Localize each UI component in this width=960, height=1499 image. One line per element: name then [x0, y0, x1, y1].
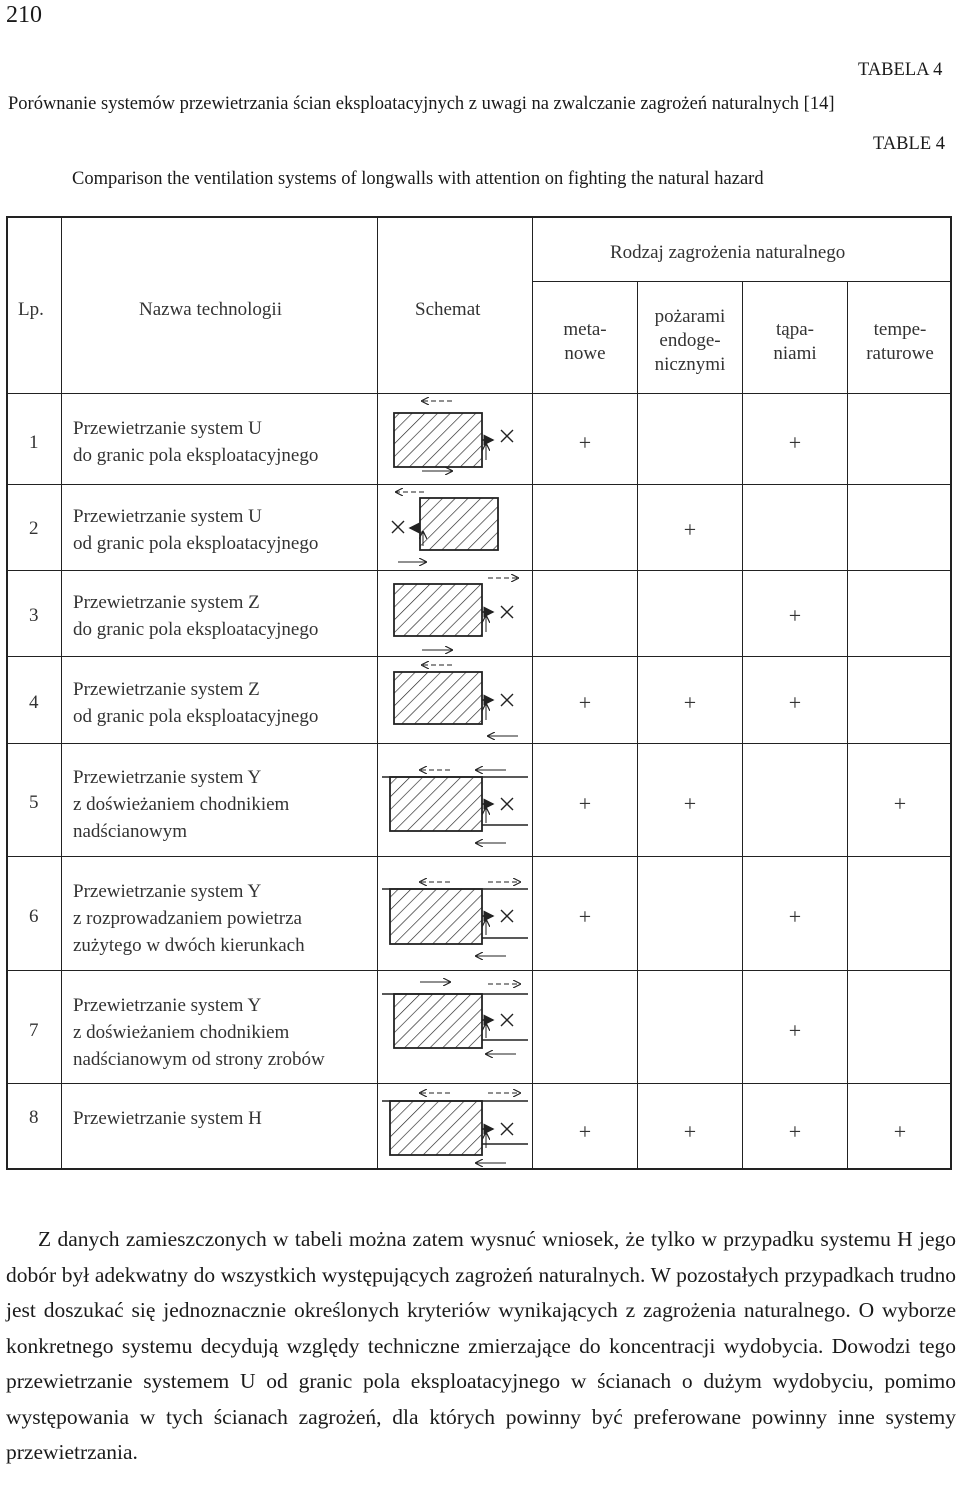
- hazard-mark: +: [788, 1018, 802, 1043]
- row-number: 6: [29, 906, 39, 927]
- hazard-mark: +: [578, 904, 592, 929]
- header-fires: pożarami endoge- nicznymi: [654, 306, 726, 375]
- body-paragraph: Z danych zamieszczonych w tabeli można zatem wysnuć wniosek, że tylko w przypadku systemu H jego dobór był adekwatny do wszystkich występujących zagrożeń naturalnych. W pozostałych przypadkach trudno jest doszukać się jednoznacznie określonych kryteriów wynikających z zagrożenia naturalnego. O wyborze konkretnego systemu decydują względy techniczne zmierzające do koncentracji wydobycia. Dowodzi tego przewietrzanie systemem U od granic pola eksploatacyjnego w ścianach o dużym wydobyciu, pomimo występowania w tych ścianach zagrożeń, dla których powinny być preferowane powinny inne systemy przewietrzania.: [6, 1227, 956, 1464]
- row-number: 2: [29, 518, 39, 539]
- technology-name: Przewietrzanie system Y z doświeżaniem chodnikiem nadścianowym: [73, 767, 290, 842]
- page-number: 210: [6, 2, 42, 28]
- col-divider: [637, 281, 638, 1169]
- technology-name: Przewietrzanie system H: [73, 1108, 262, 1129]
- col-divider: [377, 217, 378, 1169]
- hazard-mark: +: [578, 1119, 592, 1144]
- hazard-mark: +: [788, 603, 802, 628]
- col-divider: [847, 281, 848, 1169]
- hazard-mark: +: [788, 1119, 802, 1144]
- header-name: Nazwa technologii: [139, 299, 282, 320]
- technology-name: Przewietrzanie system Z do granic pola eksploatacyjnego: [73, 592, 319, 640]
- hazard-mark: +: [788, 690, 802, 715]
- header-bumps: tąpa- niami: [773, 319, 817, 364]
- header-divider: [532, 281, 952, 282]
- hazard-mark: +: [788, 904, 802, 929]
- row-number: 5: [29, 792, 39, 813]
- row-number: 8: [29, 1107, 39, 1128]
- hazard-mark: +: [683, 1119, 697, 1144]
- schema-diagram-u-from-boundary: [380, 484, 530, 570]
- table-title-pl: Porównanie systemów przewietrzania ścian eksploatacyjnych z uwagi na zwalczanie zagrożeń naturalnych [14]: [8, 94, 835, 114]
- hazard-mark: +: [578, 430, 592, 455]
- schema-diagram-h: [380, 1083, 530, 1170]
- hazard-mark: +: [893, 791, 907, 816]
- schema-diagram-u-to-boundary: [380, 394, 530, 484]
- technology-name: Przewietrzanie system Z od granic pola eksploatacyjnego: [73, 679, 319, 727]
- col-divider: [532, 217, 533, 1169]
- hazard-mark: +: [893, 1119, 907, 1144]
- row-number: 4: [29, 692, 39, 713]
- header-schema: Schemat: [415, 299, 481, 320]
- header-hazard-group: Rodzaj zagrożenia naturalnego: [610, 242, 846, 263]
- schema-diagram-y-goaf-side: [380, 970, 530, 1083]
- row-number: 1: [29, 432, 39, 453]
- table-label-en: TABLE 4: [873, 134, 945, 154]
- schema-diagram-y-fresh-air: [380, 743, 530, 856]
- header-temperature: tempe- raturowe: [866, 319, 934, 364]
- hazard-mark: +: [683, 791, 697, 816]
- schema-diagram-z-to-boundary: [380, 570, 530, 656]
- hazard-mark: +: [578, 690, 592, 715]
- hazard-mark: +: [683, 517, 697, 542]
- col-divider: [742, 281, 743, 1169]
- row-number: 7: [29, 1020, 39, 1041]
- col-divider: [61, 217, 62, 1169]
- technology-name: Przewietrzanie system U od granic pola eksploatacyjnego: [73, 506, 319, 554]
- hazard-mark: +: [683, 690, 697, 715]
- technology-name: Przewietrzanie system Y z rozprowadzaniem powietrza zużytego w dwóch kierunkach: [73, 881, 305, 956]
- header-lp: Lp.: [18, 299, 44, 320]
- schema-diagram-z-from-boundary: [380, 656, 530, 743]
- table-title-en: Comparison the ventilation systems of longwalls with attention on fighting the natural hazard: [72, 169, 764, 189]
- table-label-pl: TABELA 4: [858, 60, 943, 80]
- hazard-mark: +: [788, 430, 802, 455]
- row-number: 3: [29, 605, 39, 626]
- technology-name: Przewietrzanie system U do granic pola eksploatacyjnego: [73, 418, 319, 466]
- schema-diagram-y-two-directions: [380, 856, 530, 970]
- header-methane: meta- nowe: [563, 319, 607, 364]
- hazard-mark: +: [578, 791, 592, 816]
- technology-name: Przewietrzanie system Y z doświeżaniem chodnikiem nadścianowym od strony zrobów: [73, 995, 325, 1070]
